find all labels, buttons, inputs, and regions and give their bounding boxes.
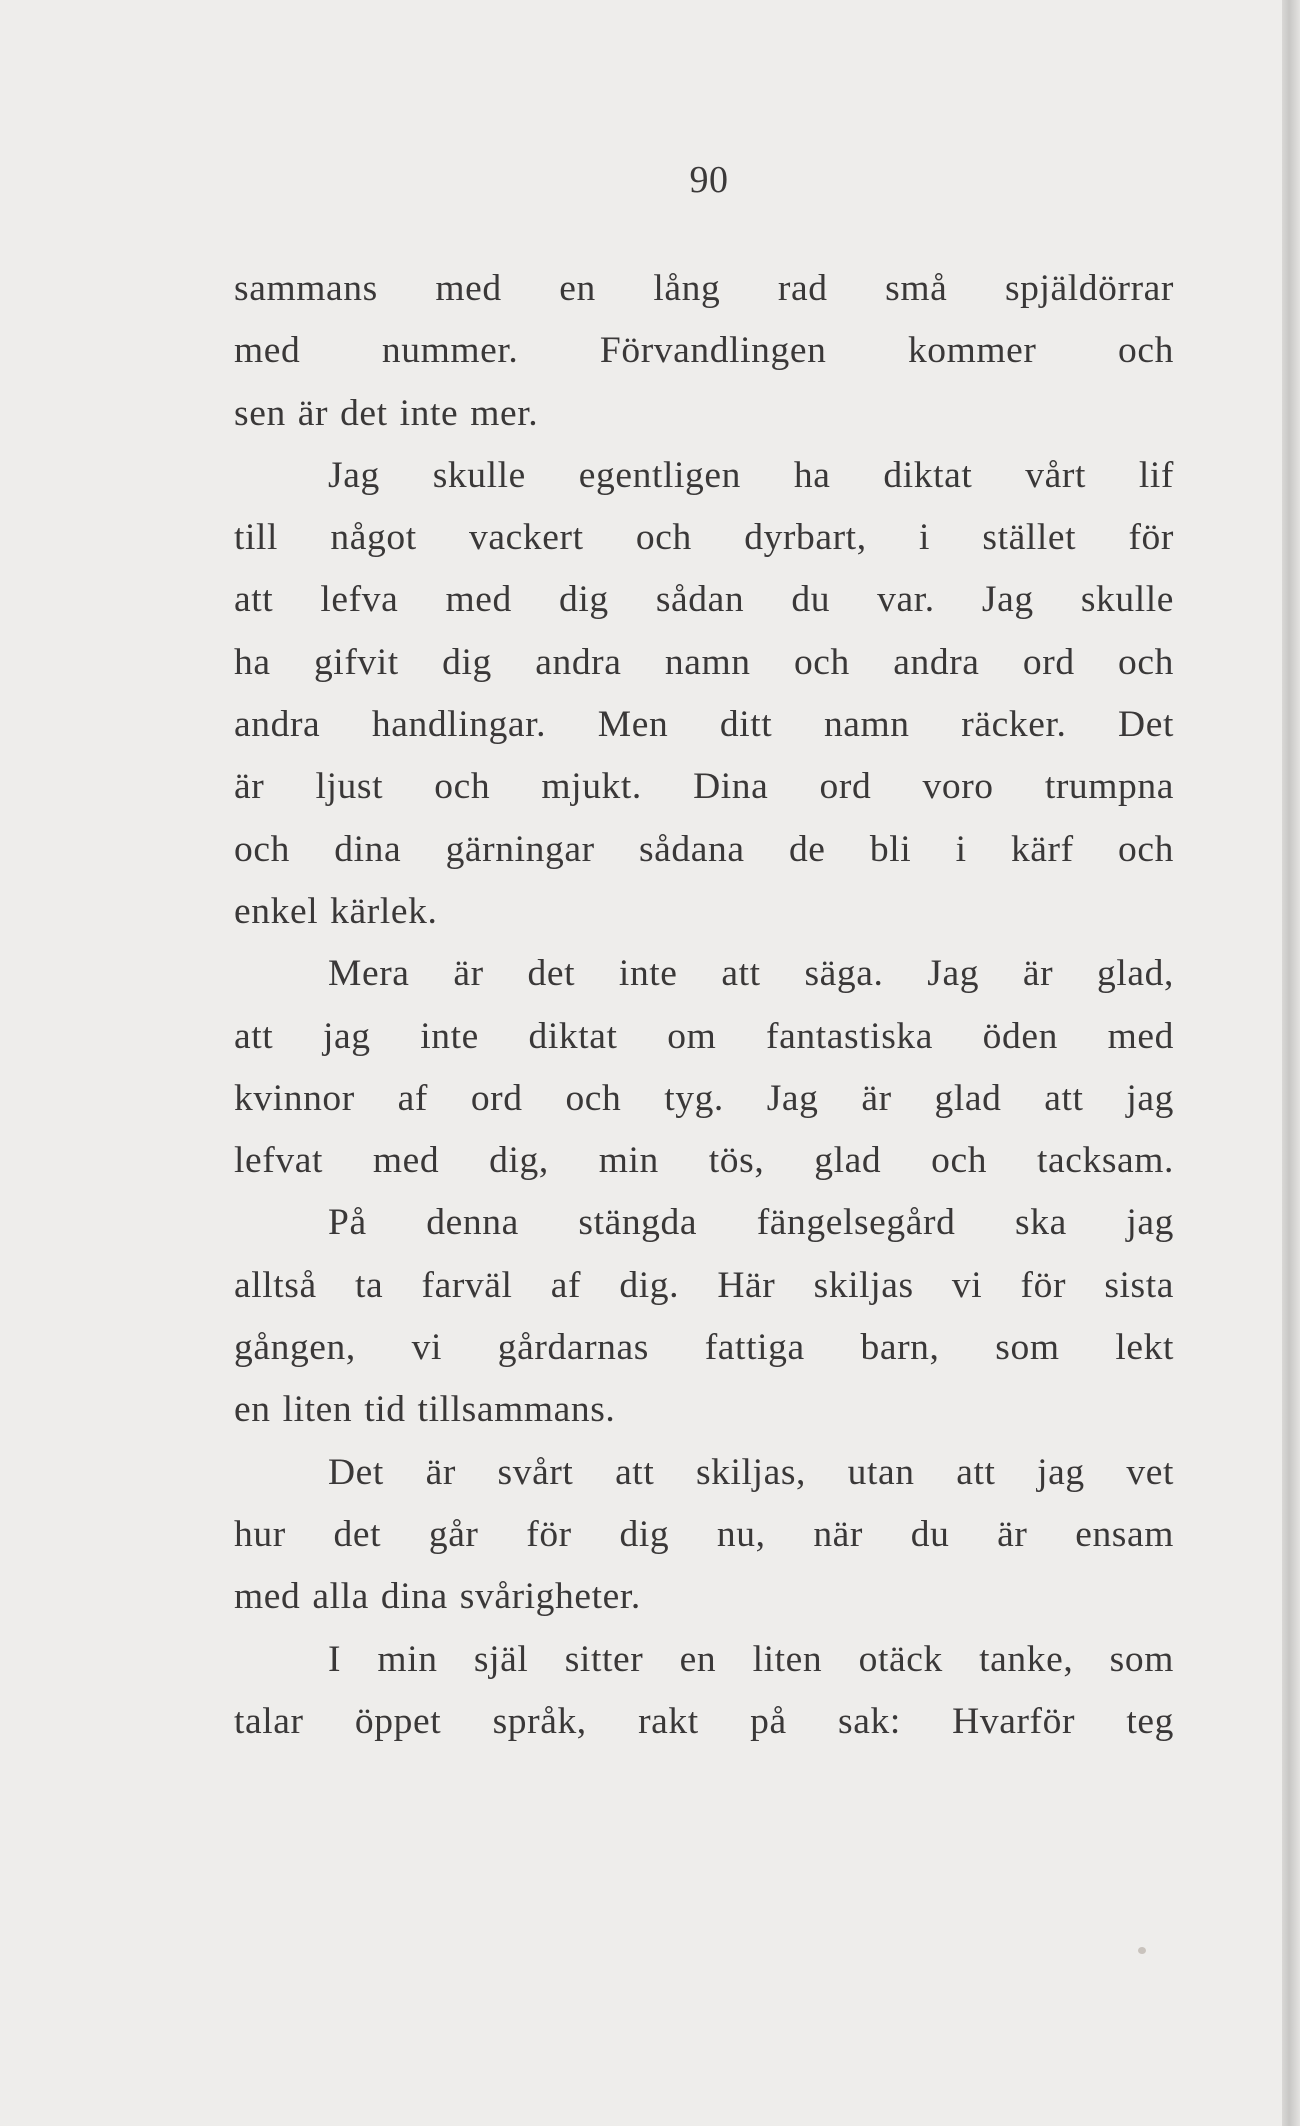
- text-line: alltså ta farväl af dig. Här skiljas vi för sista: [234, 1264, 1174, 1306]
- page-number: 90: [689, 159, 729, 201]
- text-line: sen är det inte mer.: [234, 392, 539, 434]
- text-line: talar öppet språk, rakt på sak: Hvarför teg: [234, 1700, 1174, 1742]
- text-line: enkel kärlek.: [234, 890, 438, 932]
- text-line: I min själ sitter en liten otäck tanke, som: [328, 1638, 1174, 1680]
- text-line: till något vackert och dyrbart, i stället för: [234, 517, 1174, 559]
- text-line: kvinnor af ord och tyg. Jag är glad att jag: [234, 1077, 1174, 1119]
- text-line: På denna stängda fängelsegård ska jag: [328, 1202, 1174, 1244]
- text-line: Jag skulle egentligen ha diktat vårt lif: [328, 454, 1174, 496]
- text-line: och dina gärningar sådana de bli i kärf och: [234, 828, 1174, 870]
- text-line: lefvat med dig, min tös, glad och tacksam.: [234, 1140, 1174, 1182]
- text-line: ha gifvit dig andra namn och andra ord och: [234, 641, 1174, 683]
- text-line: att lefva med dig sådan du var. Jag skulle: [234, 579, 1174, 621]
- paper-speck: [1138, 1947, 1146, 1954]
- text-line: hur det går för dig nu, när du är ensam: [234, 1513, 1174, 1555]
- text-line: gången, vi gårdarnas fattiga barn, som lekt: [234, 1327, 1174, 1369]
- text-line: sammans med en lång rad små spjäldörrar: [234, 268, 1174, 309]
- text-line: med alla dina svårigheter.: [234, 1576, 641, 1618]
- text-line: är ljust och mjukt. Dina ord voro trumpna: [234, 766, 1174, 808]
- text-line: Mera är det inte att säga. Jag är glad,: [328, 953, 1174, 995]
- text-line: med nummer. Förvandlingen kommer och: [234, 330, 1174, 372]
- text-line: en liten tid tillsammans.: [234, 1389, 616, 1431]
- body-text: [234, 258, 1174, 1753]
- text-line: andra handlingar. Men ditt namn räcker. Det: [234, 704, 1174, 746]
- text-line: att jag inte diktat om fantastiska öden med: [234, 1015, 1174, 1057]
- text-line: Det är svårt att skiljas, utan att jag vet: [328, 1451, 1174, 1493]
- page-edge: [1282, 0, 1300, 2126]
